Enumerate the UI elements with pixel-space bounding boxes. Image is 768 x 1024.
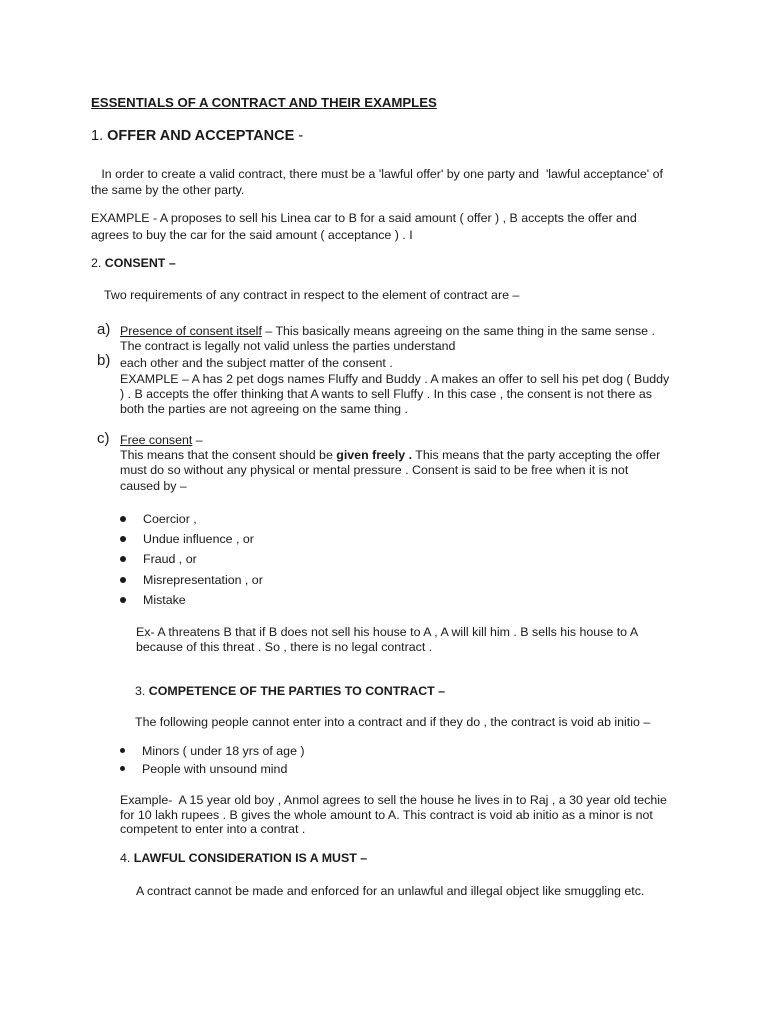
item-b-example-line: EXAMPLE – A has 2 pet dogs names Fluffy and Buddy . A makes an offer to sell his pet dog ( Buddy bbox=[120, 372, 670, 386]
item-c-marker: c) bbox=[97, 430, 110, 447]
section-3-example-line: competent to enter into a contrat . bbox=[120, 822, 306, 836]
bullet-icon bbox=[120, 536, 126, 542]
item-b-line: each other and the subject matter of the consent . bbox=[120, 356, 393, 370]
section-4-heading bbox=[120, 851, 367, 866]
bullet-icon bbox=[120, 597, 126, 603]
item-c-line bbox=[120, 448, 660, 463]
item-c-heading bbox=[120, 433, 203, 448]
ineligible-item: Minors ( under 18 yrs of age ) bbox=[142, 744, 305, 758]
section-4-number: 4. bbox=[120, 851, 131, 865]
section-2-example-line: Ex- A threatens B that if B does not sell his house to A , A will kill him . B sells his house to A bbox=[136, 625, 639, 639]
section-4-text: A contract cannot be made and enforced for an unlawful and illegal object like smuggling etc. bbox=[136, 884, 645, 898]
item-b-marker: b) bbox=[97, 352, 111, 369]
bullet-icon bbox=[120, 556, 126, 562]
item-c-text: This means that the consent should be bbox=[120, 448, 337, 462]
section-4-dash: – bbox=[360, 851, 368, 865]
bullet-icon bbox=[120, 577, 126, 583]
bullet-icon bbox=[120, 516, 126, 522]
item-c-term: Free consent bbox=[120, 433, 193, 447]
section-3-intro: The following people cannot enter into a contract and if they do , the contract is void ab initio – bbox=[135, 715, 651, 729]
item-c-dash: – bbox=[192, 433, 203, 447]
section-1-heading bbox=[91, 129, 303, 144]
item-a-line-2: The contract is legally not valid unless the parties understand bbox=[120, 339, 456, 353]
item-a-line bbox=[120, 324, 655, 339]
section-3-heading bbox=[135, 684, 445, 699]
section-2-number: 2. bbox=[91, 256, 102, 270]
section-3-example-line: for 10 lakh rupees . B gives the whole amount to A. This contract is void ab initio as a minor is not bbox=[120, 808, 653, 822]
item-c-line-2: must do so without any physical or mental pressure . Consent is said to be free when it is not bbox=[120, 463, 629, 477]
document-title: ESSENTIALS OF A CONTRACT AND THEIR EXAMPLES bbox=[91, 95, 437, 110]
item-c-emphasis: given freely . bbox=[336, 448, 413, 462]
bullet-icon bbox=[120, 766, 125, 771]
section-1-example-line: EXAMPLE - A proposes to sell his Linea car to B for a said amount ( offer ) , B accepts the offer and bbox=[91, 211, 637, 225]
section-2-title: CONSENT bbox=[104, 256, 166, 270]
section-2-example-line: because of this threat . So , there is no legal contract . bbox=[136, 640, 433, 654]
bullet-icon bbox=[120, 748, 125, 753]
cause-item: Fraud , or bbox=[143, 552, 197, 566]
item-c-line-3: caused by – bbox=[120, 479, 187, 493]
section-1-dash: - bbox=[298, 128, 304, 144]
section-3-number: 3. bbox=[135, 684, 146, 698]
ineligible-item: People with unsound mind bbox=[142, 762, 288, 776]
cause-item: Coercior , bbox=[143, 512, 197, 526]
item-c-text: This means that the party accepting the offer bbox=[412, 448, 661, 462]
item-a-text: – This basically means agreeing on the same thing in the same sense . bbox=[261, 324, 655, 338]
section-3-dash: – bbox=[438, 684, 446, 698]
cause-item: Misrepresentation , or bbox=[143, 573, 263, 587]
section-3-example-line: Example- A 15 year old boy , Anmol agrees to sell the house he lives in to Raj , a 30 year old techie bbox=[120, 793, 667, 807]
section-2-dash: – bbox=[168, 256, 176, 270]
section-2-intro: Two requirements of any contract in respect to the element of contract are – bbox=[104, 288, 520, 302]
cause-item: Mistake bbox=[143, 593, 186, 607]
section-1-paragraph-line: In order to create a valid contract, there must be a 'lawful offer' by one party and 'lawful acceptance' of bbox=[91, 167, 663, 181]
section-3-title: COMPETENCE OF THE PARTIES TO CONTRACT bbox=[148, 684, 435, 698]
section-1-paragraph-line: the same by the other party. bbox=[91, 183, 245, 197]
section-1-example-line: agrees to buy the car for the said amount ( acceptance ) . I bbox=[91, 228, 413, 242]
section-1-title: OFFER AND ACCEPTANCE bbox=[107, 128, 295, 144]
section-4-title: LAWFUL CONSIDERATION IS A MUST bbox=[133, 851, 357, 865]
item-a-marker: a) bbox=[97, 321, 111, 338]
section-1-number: 1. bbox=[91, 128, 104, 144]
section-2-heading bbox=[91, 256, 176, 271]
cause-item: Undue influence , or bbox=[143, 532, 254, 546]
item-a-term: Presence of consent itself bbox=[120, 324, 262, 338]
item-b-example-line: ) . B accepts the offer thinking that A wants to sell Fluffy . In this case , the consent is not there as bbox=[120, 387, 652, 401]
item-b-example-line: both the parties are not agreeing on the same thing . bbox=[120, 402, 408, 416]
